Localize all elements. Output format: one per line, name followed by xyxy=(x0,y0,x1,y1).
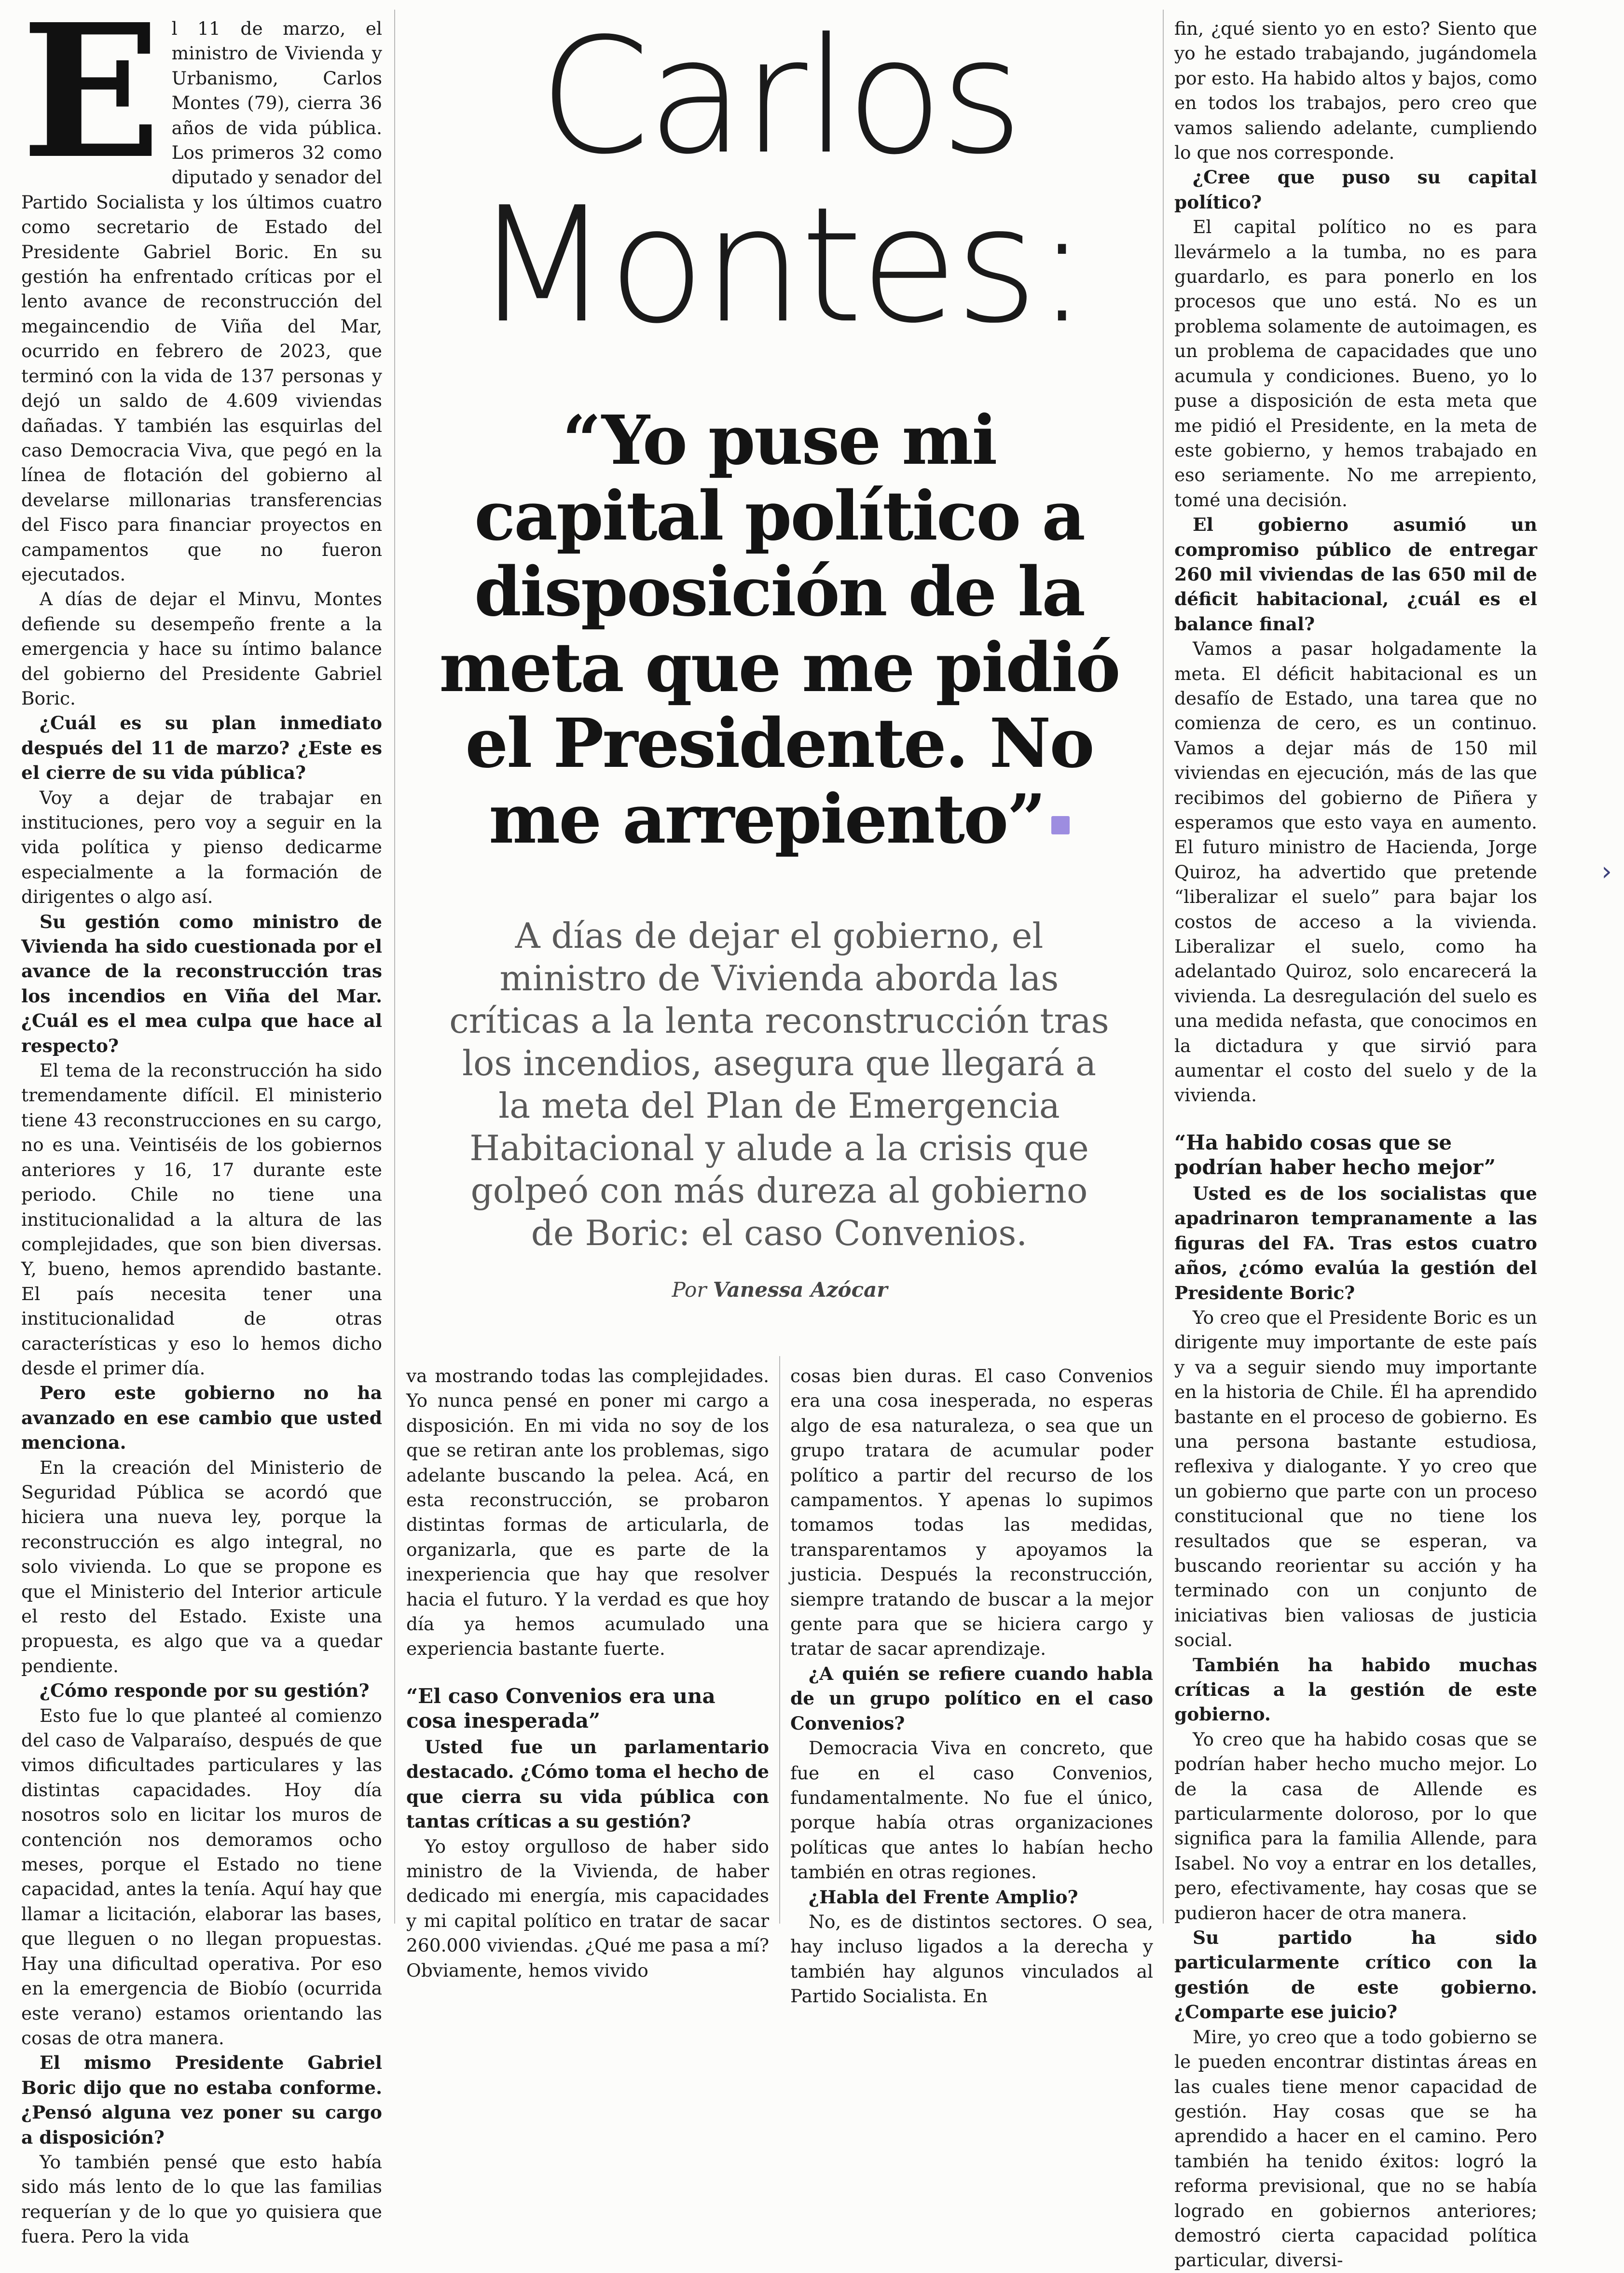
interview-question: También ha habido muchas críticas a la gestión de este gobierno. xyxy=(1174,1654,1537,1725)
article-column-1 xyxy=(21,0,382,2247)
interview-question: ¿Habla del Frente Amplio? xyxy=(809,1886,1078,1908)
paragraph: Yo creo que ha habido cosas que se podrían haber hecho mucho mejor. Lo de la casa de Allende es particularmente doloroso, por lo que significa para la familia Allende, para Isabel. No voy a entrar en los detalles, pero, efectivamente, hay cosas que se pudieron hacer de otra manera. xyxy=(1174,1728,1537,1924)
interview-question: El gobierno asumió un compromiso público de entregar 260 mil viviendas de las 650 mil de déficit habitacional, ¿cuál es el balance final? xyxy=(1174,514,1537,635)
paragraph: Yo creo que el Presidente Boric es un dirigente muy importante de este país y va a seguir siendo muy importante en la historia de Chile. Él ha aprendido bastante en el proceso de gobierno. Es una persona bastante estudiosa, reflexiva y dialogante. Y yo creo que un gobierno que parte con un proceso constitucional que no tiene los resultados que se esperan, va buscando reorientar su acción y ha terminado con un conjunto de iniciativas bien valiosas de justicia social. xyxy=(1174,1306,1537,1651)
paragraph: Mire, yo creo que a todo gobierno se le pueden encontrar distintas áreas en las cuales tiene menor capacidad de gestión. Hay cosas que se ha aprendido a hacer en el camino. Pero también ha tenido éxitos: logró la reforma previsional, que no se había logrado en gobiernos anteriores; demostró cierta capacidad política particular, diversi- xyxy=(1174,2026,1537,2271)
interview-question: Su partido ha sido particularmente crítico con la gestión de este gobierno. ¿Comparte ese juicio? xyxy=(1174,1927,1537,2023)
article-column-4 xyxy=(1174,16,1537,2271)
paragraph: Yo estoy orgulloso de haber sido ministro de la Vivienda, de haber dedicado mi energía, mis capacidades y mi capital político en tratar de sacar 260.000 viviendas. ¿Qué me pasa a mí? Obviamente, hemos vivido xyxy=(406,1835,769,1981)
headline-line-2: Montes: xyxy=(473,173,1086,358)
subheading: “Ha habido cosas que se podrían haber hecho mejor” xyxy=(1174,1130,1496,1179)
paragraph: A días de dejar el Minvu, Montes defiende su desempeño frente a la emergencia y hace su íntimo balance del gobierno del Presidente Gabriel Boric. xyxy=(21,588,382,709)
interview-question: ¿Cómo responde por su gestión? xyxy=(40,1680,370,1702)
interview-question: ¿A quién se refiere cuando habla de un grupo político en el caso Convenios? xyxy=(790,1663,1153,1734)
paragraph: Esto fue lo que planteé al comienzo del caso de Valparaíso, después de que vimos dificultades particulares y las distintas capacidades. Hoy día nosotros solo en licitar los muros de contención nos demoramos ocho meses, porque el Estado no tiene capacidad, antes la tenía. Aquí hay que llamar a licitación, elaborar las bases, que lleguen o no llegan propuestas. Hay una dificultad operativa. Por eso en la emergencia de Biobío (ocurrida este verano) estamos orientando las cosas de otra manera. xyxy=(21,1705,382,2049)
headline-line-1: Carlos xyxy=(539,4,1020,189)
paragraph: El capital político no es para llevármelo a la tumba, no es para guardarlo, es para ponerlo en los procesos que uno está. No es un problema solamente de autoimagen, es un problema de capacidades que uno acumula y condiciones. Bueno, yo lo puse a disposición de esta meta que me pidió el Presidente, en la meta de este gobierno, y hemos trabajado en eso seriamente. No me arrepiento, tomé una decisión. xyxy=(1174,216,1537,511)
paragraph: va mostrando todas las complejidades. Yo nunca pensé en poner mi cargo a disposición. En mi vida no soy de los que se retiran ante los problemas, sigo adelante buscando la pelea. Acá, en esta reconstrucción, se probaron distintas formas de articularla, de organizarla, que es parte de la inexperiencia que hay que resolver hacia el futuro. Y la verdad es que hoy día ya hemos acumulado una experiencia bastante fuerte. xyxy=(406,1365,769,1660)
interview-question: ¿Cuál es su plan inmediato después del 11 de marzo? ¿Este es el cierre de su vida pública? xyxy=(21,712,382,784)
paragraph: cosas bien duras. El caso Convenios era una cosa inesperada, no esperas algo de esa naturaleza, o sea que un grupo tratara de acumular poder político a partir del recurso de los campamentos. Y apenas lo supimos tomamos todas las medidas, transparentamos y apoyamos la justicia. Después la reconstrucción, siempre tratando de buscar a la mejor gente para que se hiciera cargo y tratar de sacar aprendizaje. xyxy=(790,1365,1153,1660)
paragraph: Yo también pensé que esto había sido más lento de lo que las familias requerían y de lo que yo quisiera que fuera. Pero la vida xyxy=(21,2151,382,2247)
paragraph: El tema de la reconstrucción ha sido tremendamente difícil. El ministerio tiene 43 reconstrucciones en su cargo, no es una. Veintiséis de los gobiernos anteriores y 16, 17 durante este periodo. Chile no tiene una institucionalidad a la altura de las complejidades, que son bien diversas. Y, bueno, hemos aprendido bastante. El país necesita tener una institucionalidad de otras características y eso lo hemos dicho desde el primer día. xyxy=(21,1060,382,1379)
interview-question: El mismo Presidente Gabriel Boric dijo que no estaba conforme. ¿Pensó alguna vez poner su cargo a disposición? xyxy=(21,2052,382,2148)
deck-summary: A días de dejar el gobierno, el ministro de Vivienda aborda las críticas a la lenta reconstrucción tras los incendios, asegura que llegará a la meta del Plan de Emergencia Habitacional y alude a la crisis que golpeó con más dureza al gobierno de Boric: el caso Convenios. xyxy=(449,915,1109,1253)
article-column-2 xyxy=(406,1364,769,1981)
byline-author: Vanessa Azócar xyxy=(713,1278,888,1302)
paragraph: Vamos a pasar holgadamente la meta. El déficit habitacional es un desafío de Estado, una tarea que no comienza de cero, es un continuo. Vamos a dejar más de 150 mil viviendas en ejecución, más de las que recibimos del gobierno de Piñera y esperamos que esto vaya en aumento. El futuro ministro de Hacienda, Jorge Quiroz, ha advertido que pretende “liberalizar el suelo” para bajar los costos de acceso a la vivienda. Liberalizar el suelo, como ha adelantado Quiroz, solo encarecerá la vivienda. La desregulación del suelo es una medida nefasta, que conocimos en la dictadura y que sirvió para aumentar el costo del suelo y de la vivienda. xyxy=(1174,638,1537,1106)
headline-quote xyxy=(434,403,1124,858)
article-column-3 xyxy=(790,1364,1153,2007)
paragraph: No, es de distintos sectores. O sea, hay incluso ligados a la derecha y también hay algunos vinculados al Partido Socialista. En xyxy=(790,1911,1153,2007)
interview-question: Pero este gobierno no ha avanzado en ese cambio que usted menciona. xyxy=(21,1382,382,1454)
byline-prefix: Por xyxy=(672,1278,707,1302)
paragraph: Democracia Viva en concreto, que fue en el caso Convenios, fundamentalmente. No fue el único, porque había otras organizaciones políticas que antes lo habían hecho también en otras regiones. xyxy=(790,1737,1153,1883)
subheading: “El caso Convenios era una cosa inesperada” xyxy=(406,1684,716,1732)
paragraph: En la creación del Ministerio de Seguridad Pública se acordó que hiciera una nueva ley, porque la reconstrucción es algo integral, no solo vivienda. Lo que se propone es que el Ministerio del Interior articule el resto del Estado. Existe una propuesta, es algo que va a quedar pendiente. xyxy=(21,1456,382,1677)
paragraph: l 11 de marzo, el ministro de Vivienda y Urbanismo, Carlos Montes (79), cierra 36 años de vida pública. Los primeros 32 como diputado y senador del Partido Socialista y los últimos cuatro como secretario de Estado del Presidente Gabriel Boric. En su gestión ha enfrentado críticas por el lento avance de reconstrucción del megaincendio de Viña del Mar, ocurrido en febrero de 2023, que terminó con la vida de 137 personas y dejó un saldo de 4.609 viviendas dañadas. Y también las esquirlas del caso Democracia Viva, que pegó en la línea de flotación del gobierno al develarse millonarias transferencias del Fisco para financiar proyectos en campamentos que no fueron ejecutados. xyxy=(21,18,382,585)
paragraph: Voy a dejar de trabajar en instituciones, pero voy a seguir en la vida política y pienso dedicarme especialmente a la formación de dirigentes o algo así. xyxy=(21,787,382,908)
column-rule-3 xyxy=(779,1356,780,1924)
quote-text: “Yo puse mi capital político a disposición de la meta que me pidió el Presidente. No me arrepiento” xyxy=(439,401,1119,859)
end-square-icon xyxy=(1051,816,1070,834)
interview-question: Su gestión como ministro de Vivienda ha sido cuestionada por el avance de la reconstrucción tras los incendios en Viña del Mar. ¿Cuál es el mea culpa que hace al respecto? xyxy=(21,911,382,1056)
interview-question: Usted fue un parlamentario destacado. ¿Cómo toma el hecho de que cierra su vida pública con tantas críticas a su gestión? xyxy=(406,1736,769,1832)
next-page-chevron-icon[interactable]: › xyxy=(1601,856,1612,887)
interview-question: ¿Cree que puso su capital político? xyxy=(1174,166,1537,213)
column-rule-1 xyxy=(394,10,395,1924)
byline xyxy=(406,1278,1153,1302)
drop-cap: E xyxy=(21,0,161,199)
column-rule-2 xyxy=(1163,10,1164,1924)
paragraph: fin, ¿qué siento yo en esto? Siento que yo he estado trabajando, jugándomela por esto. Ha habido altos y bajos, como en todos los trabajos, pero creo que vamos saliendo adelante, cumpliendo lo que nos corresponde. xyxy=(1174,18,1537,164)
interview-question: Usted es de los socialistas que apadrinaron tempranamente a las figuras del FA. Tras estos cuatro años, ¿cómo evalúa la gestión del Presidente Boric? xyxy=(1174,1182,1537,1303)
